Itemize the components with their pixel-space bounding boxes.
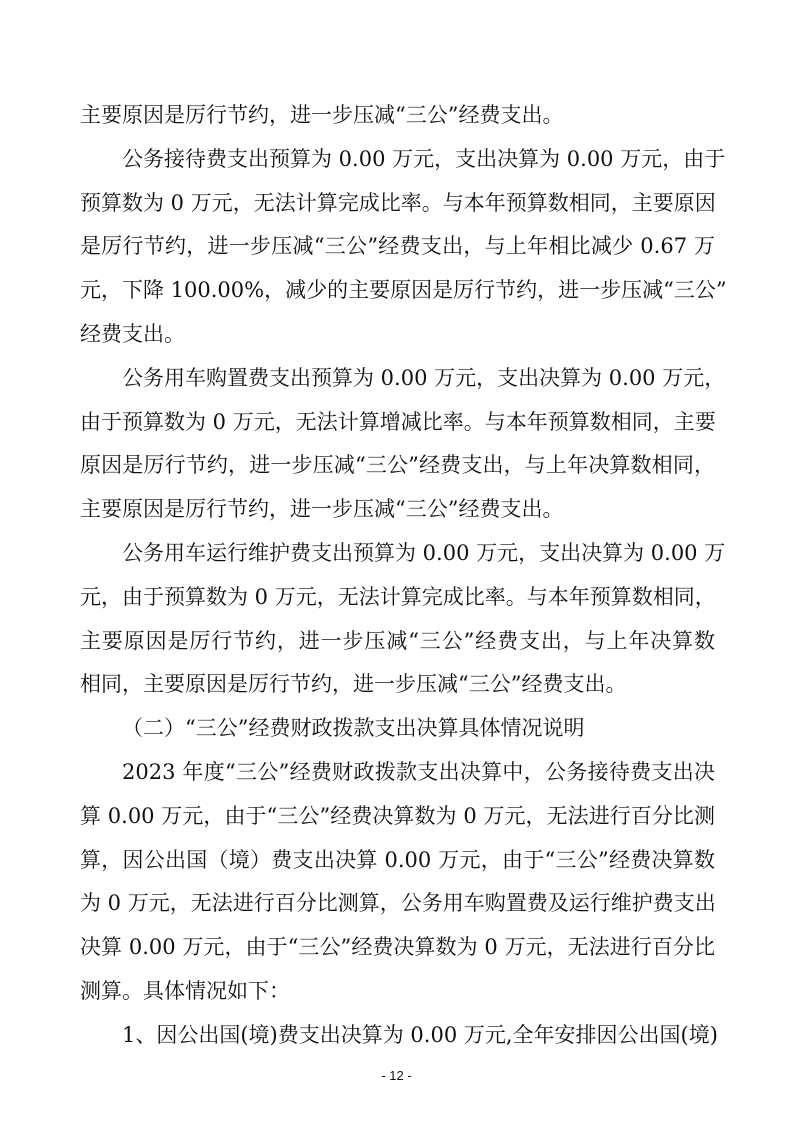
page-number: - 12 - <box>381 1068 412 1083</box>
text-line: 元，由于预算数为 0 万元，无法计算完成比率。与本年预算数相同， <box>80 584 716 609</box>
text-line: 主要原因是厉行节约，进一步压减“三公”经费支出。 <box>80 497 564 522</box>
text-line: 公务用车购置费支出预算为 0.00 万元，支出决算为 0.00 万元， <box>122 365 726 390</box>
text-line: 元，下降 100.00%，减少的主要原因是厉行节约，进一步压减“三公” <box>80 278 727 303</box>
text-line: 1、因公出国(境)费支出决算为 0.00 万元,全年安排因公出国(境) <box>122 1022 718 1047</box>
text-line: 原因是厉行节约，进一步压减“三公”经费支出，与上年决算数相同， <box>80 453 715 478</box>
section-heading: （二）“三公”经费财政拨款支出决算具体情况说明 <box>122 716 585 741</box>
text-line: 主要原因是厉行节约，进一步压减“三公”经费支出，与上年决算数 <box>80 628 715 653</box>
text-line: 预算数为 0 万元，无法计算完成比率。与本年预算数相同，主要原因 <box>80 190 716 215</box>
text-line: 经费支出。 <box>80 322 185 346</box>
text-line: 为 0 万元，无法进行百分比测算，公务用车购置费及运行维护费支出 <box>80 891 716 916</box>
text-line: 相同，主要原因是厉行节约，进一步压减“三公”经费支出。 <box>80 672 627 697</box>
text-line: 算，因公出国（境）费支出决算 0.00 万元，由于“三公”经费决算数 <box>80 847 715 872</box>
text-line: 主要原因是厉行节约，进一步压减“三公”经费支出。 <box>80 103 564 127</box>
text-line: 公务接待费支出预算为 0.00 万元，支出决算为 0.00 万元，由于 <box>122 146 726 171</box>
text-line: 2023 年度“三公”经费财政拨款支出决算中，公务接待费支出决 <box>122 760 715 784</box>
text-line: 决算 0.00 万元，由于“三公”经费决算数为 0 万元，无法进行百分比 <box>80 935 715 960</box>
text-line: 测算。具体情况如下： <box>80 979 290 1003</box>
text-line: 是厉行节约，进一步压减“三公”经费支出，与上年相比减少 0.67 万 <box>80 234 715 259</box>
text-line: 算 0.00 万元，由于“三公”经费决算数为 0 万元，无法进行百分比测 <box>80 803 715 828</box>
text-line: 由于预算数为 0 万元，无法计算增减比率。与本年预算数相同，主要 <box>80 409 716 434</box>
text-line: 公务用车运行维护费支出预算为 0.00 万元，支出决算为 0.00 万 <box>122 541 726 565</box>
